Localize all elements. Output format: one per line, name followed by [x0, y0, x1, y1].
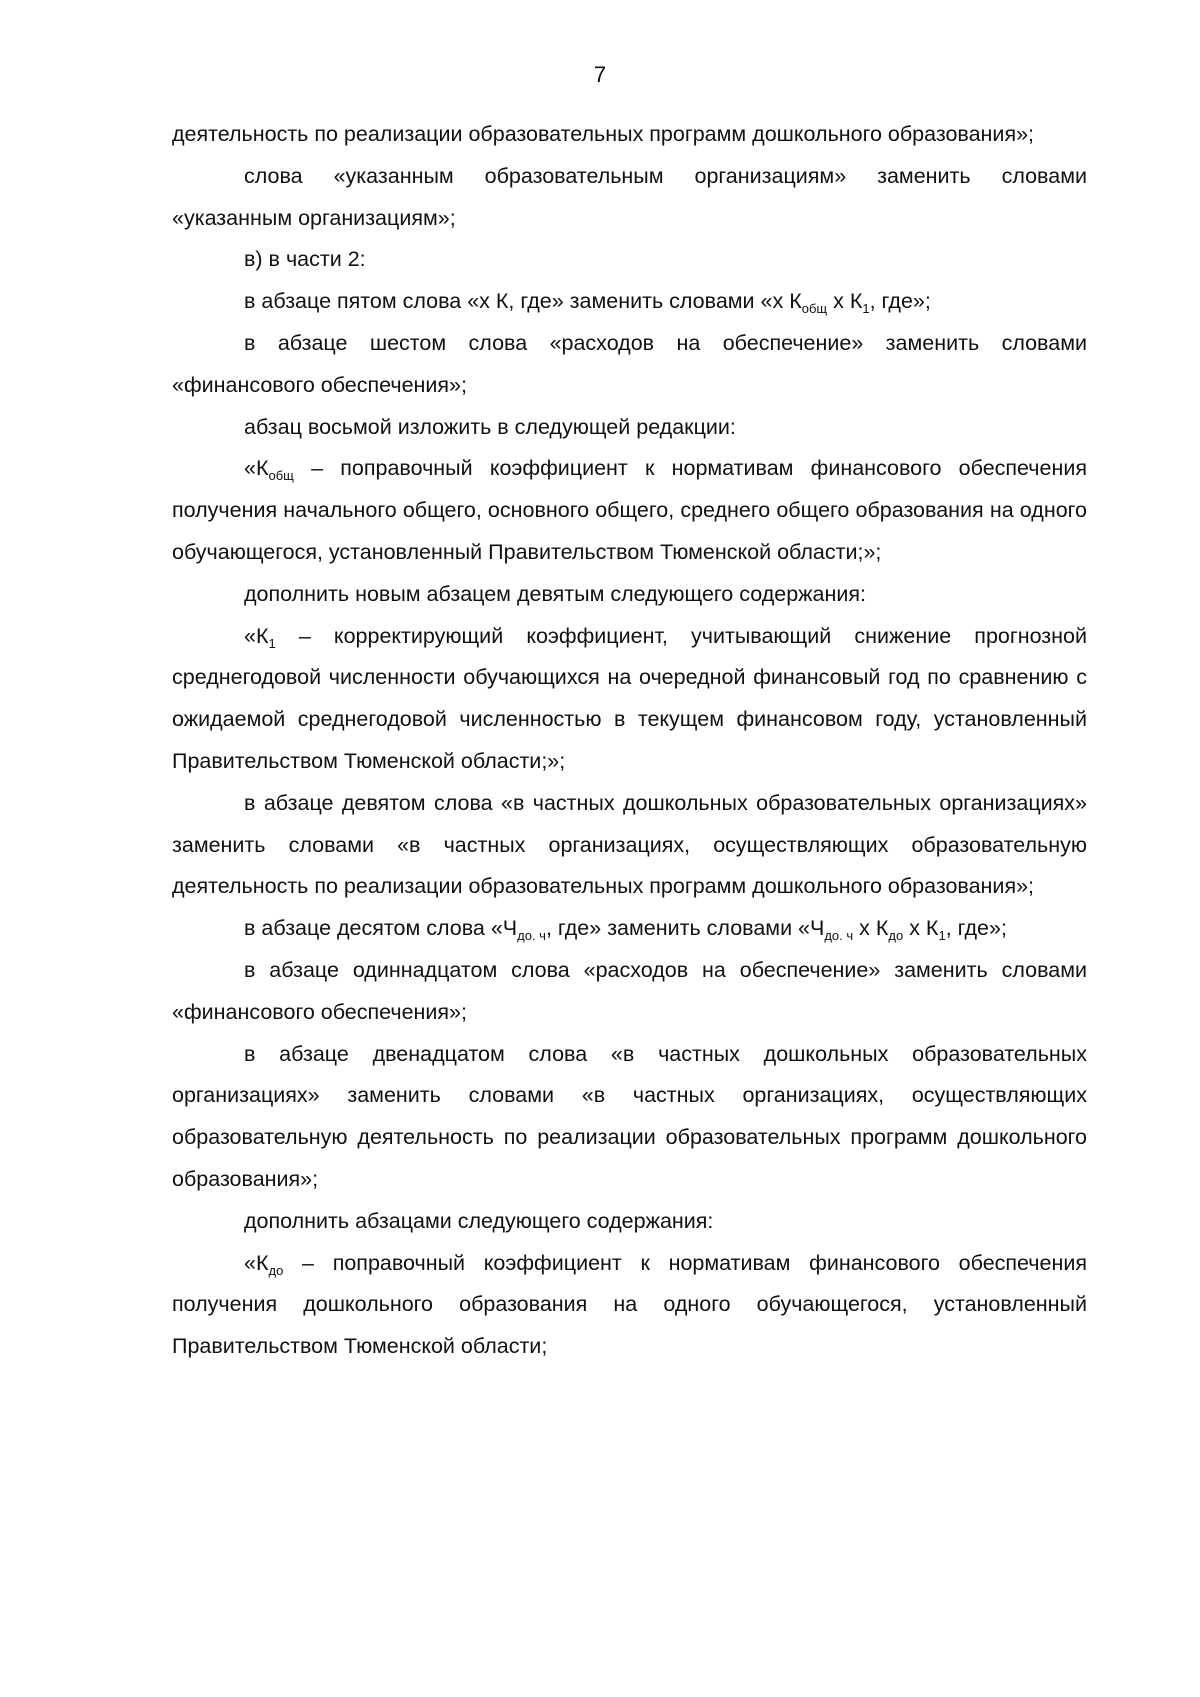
paragraph [172, 783, 1087, 908]
text-run: «К [244, 1250, 269, 1275]
text-run: «К [244, 623, 269, 648]
paragraph [172, 616, 1087, 783]
subscript-text: 1 [268, 635, 276, 651]
paragraph [172, 114, 1087, 156]
text-run: в абзаце десятом слова «Ч [244, 916, 518, 941]
text-run: в абзаце одиннадцатом слова «расходов на обеспечение» заменить словами «финансового обеспечения»; [172, 957, 1087, 1024]
paragraph [172, 574, 1087, 616]
text-run: в) в части 2: [244, 247, 366, 272]
paragraph [172, 448, 1087, 573]
paragraph [172, 908, 1087, 950]
text-run: дополнить новым абзацем девятым следующего содержания: [244, 581, 866, 606]
subscript-text: общ [801, 301, 828, 317]
paragraph [172, 1201, 1087, 1243]
text-run: слова «указанным образовательным организациям» заменить словами «указанным организациям»; [172, 163, 1087, 230]
paragraph [172, 1034, 1087, 1201]
subscript-text: до. ч [517, 928, 546, 944]
subscript-text: до [268, 1262, 284, 1278]
subscript-text: общ [268, 468, 294, 484]
paragraph [172, 950, 1087, 1034]
text-run: , где»; [869, 289, 931, 314]
text-run: «К [244, 456, 269, 481]
text-run: , где» заменить словами «Ч [545, 916, 825, 941]
text-run: в абзаце двенадцатом слова «в частных дошкольных образовательных организациях» заменить словами «в частных организациях, осуществляющих образовательную деятельность по реализации образовательных программ дошкольного образования»; [172, 1041, 1087, 1191]
subscript-text: до. ч [824, 928, 854, 944]
text-run: – корректирующий коэффициент, учитывающий снижение прогнозной среднегодовой численности обучающихся на очередной финансовый год по сравнению с ожидаемой среднегодовой численностью в текущем финансовом году, установленный Правительством Тюменской области;»; [172, 623, 1087, 773]
text-run: абзац восьмой изложить в следующей редакции: [244, 414, 736, 439]
text-run: в абзаце девятом слова «в частных дошкольных образовательных организациях» заменить словами «в частных организациях, осуществляющих образовательную деятельность по реализации образовательных программ дошкольного образования»; [172, 790, 1087, 899]
paragraph [172, 239, 1087, 281]
paragraph [172, 323, 1087, 407]
text-run: – поправочный коэффициент к нормативам финансового обеспечения получения начального общего, основного общего, среднего общего образования на одного обучающегося, установленный Правительством Тюменской области;»; [172, 456, 1087, 564]
subscript-text: до [888, 928, 904, 944]
paragraph [172, 156, 1087, 240]
subscript-text: 1 [862, 301, 870, 317]
text-run: , где»; [945, 916, 1007, 941]
paragraph [172, 407, 1087, 449]
page-number: 7 [593, 62, 607, 87]
text-run: в абзаце пятом слова «х К, где» заменить словами «х К [244, 289, 802, 314]
text-run: деятельность по реализации образовательных программ дошкольного образования»; [172, 122, 1035, 146]
text-run: в абзаце шестом слова «расходов на обеспечение» заменить словами «финансового обеспечения»; [172, 330, 1087, 397]
document-body [172, 114, 1087, 1368]
text-run: дополнить абзацами следующего содержания: [244, 1208, 714, 1233]
paragraph [172, 1243, 1087, 1368]
text-run: х К [903, 916, 939, 941]
subscript-text: 1 [938, 928, 946, 944]
paragraph [172, 281, 1087, 323]
text-run: х К [827, 289, 863, 314]
text-run: х К [853, 916, 889, 941]
text-run: – поправочный коэффициент к нормативам финансового обеспечения получения дошкольного образования на одного обучающегося, установленный Правительством Тюменской области; [172, 1250, 1087, 1359]
